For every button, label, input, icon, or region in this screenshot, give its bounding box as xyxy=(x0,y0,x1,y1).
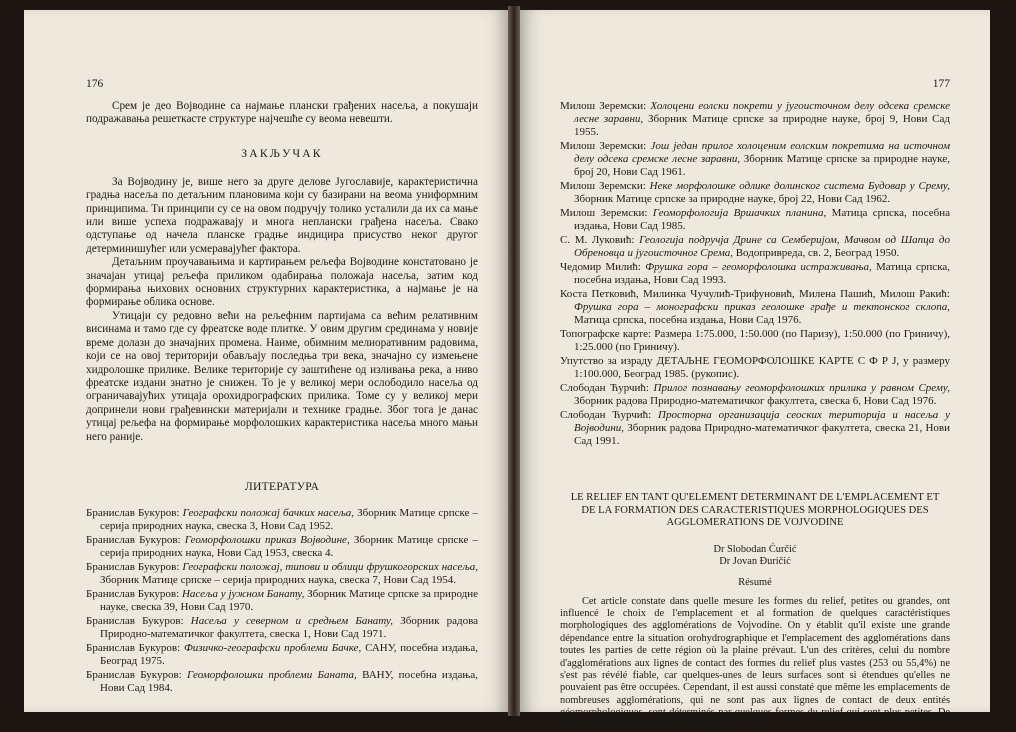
author-name: Dr Slobodan Ćurčić xyxy=(713,543,797,555)
reference-title: Геоморфолошки проблеми Баната, xyxy=(187,668,357,681)
reference-author: Бранислав Букуров: xyxy=(86,668,182,681)
reference-item xyxy=(560,355,950,381)
reference-author: С. М. Луковић: xyxy=(560,234,635,246)
reference-author: Бранислав Букуров: xyxy=(86,560,180,573)
page-number: 176 xyxy=(86,78,104,90)
reference-title: Прилог познавању геоморфолошких прилика у равном Срему, xyxy=(653,382,951,394)
author-name: Dr Jovan Đuričić xyxy=(719,556,791,568)
reference-author: Бранислав Букуров: xyxy=(86,641,181,654)
reference-author: Слободан Ћурчић: xyxy=(560,382,649,394)
reference-item xyxy=(86,588,478,614)
reference-title: Физичко-географски проблеми Бачке, xyxy=(183,641,362,654)
reference-item xyxy=(560,288,950,327)
reference-author: Милош Зеремски: xyxy=(560,100,647,112)
reference-details: Зборник Матице српске за природне науке, свеска 39, Нови Сад 1970. xyxy=(100,587,478,613)
reference-details: Зборник Матице српске – серија природних наука, свеска 3, Нови Сад 1952. xyxy=(100,506,479,532)
reference-item xyxy=(86,642,478,668)
reference-details: Зборник радова Природно-математичког факултета, свеска 1, Нови Сад 1971. xyxy=(100,614,479,640)
reference-details: Матица српска, посебна издања, Нови Сад 1985. xyxy=(574,207,951,232)
reference-item xyxy=(560,140,950,179)
resume-paragraph: Cet article constate dans quelle mesure les formes du relief, petites ou grandes, ont influencé le choix de l'emplacement et al formation de quelques caractéristiques morphologiques des agglomérations de Vojvodine. On y établit qu'il existe une grande dépendance entre la situation orohydrographique et l'emplacement des agglomérations dans toutes les parties de cette région où la plaine prévaut. L'un des critères, celui du nombre d'agglomérations aux lignes de contact des formes du relief plus vastes (253 ou 55,4%) ne s'est pas révélé fiable, car quelques-unes de leurs surfaces sont si étendues qu'elles ne pouvaient pas être occupées. Cependant, il est aussi constaté que même les emplacements de nombreuses agglomérations, qui ne sont pas aux lignes de contact de deux entités géomorphologiques, sont déterminés par quelques formes du relief qui sont plus petites. De telles conditions sont caractéristiques pour d'an- xyxy=(560,595,950,731)
reference-author: Милош Зеремски: xyxy=(560,207,648,219)
reference-item xyxy=(560,180,950,206)
reference-item xyxy=(560,207,950,233)
reference-item xyxy=(560,261,950,287)
reference-title: Фрушка гора – монографски приказ геолошке грађе и тектонског склопа, xyxy=(574,301,950,313)
reference-author: Бранислав Букуров: xyxy=(86,533,181,546)
reference-details: Зборник Матице српске за природне науке, број 20, Нови Сад 1961. xyxy=(574,153,951,178)
reference-item xyxy=(560,234,950,260)
reference-item xyxy=(86,507,478,533)
reference-details: Зборник радова Природно-математичког факултета, свеска 6, Нови Сад 1976. xyxy=(574,395,937,407)
reference-author: Слободан Ћурчић: xyxy=(560,409,652,421)
reference-item xyxy=(86,561,478,587)
reference-details: Зборник Матице српске за природне науке, број 22, Нови Сад 1962. xyxy=(574,193,891,205)
literature-heading: ЛИТЕРАТУРА xyxy=(244,479,320,493)
reference-title: Фрушка гора – геоморфолошка истраживања, xyxy=(645,261,872,273)
reference-title: Неке морфолошке одлике долинског система Будовар у Срему, xyxy=(649,180,950,192)
left-page xyxy=(24,10,508,712)
reference-author: Упутство за израду xyxy=(560,355,653,367)
reference-title: Географски положај бачких насеља, xyxy=(182,506,355,519)
reference-details: Зборник радова Природно-математичког факултета, свеска 21, Нови Сад 1991. xyxy=(574,422,951,447)
reference-details: Матица српска, посебна издања, Нови Сад 1993. xyxy=(574,261,950,286)
reference-item xyxy=(86,534,478,560)
reference-item xyxy=(86,615,478,641)
reference-title: Насеља у јужном Банату, xyxy=(181,587,305,600)
body-paragraph: За Војводину је, више него за друге делове Југославије, карактеристична градња насеља по детаљним плановима који су базирани на веома униформним принципима. Ти принципи су се на овом подручју толико усталили да их са мање или више успеха подражавају и многа неплански грађена насеља. Свако одступање од начела планске градње индицира присуство неког другог детерминишућег или усмеравајућег фактора. xyxy=(86,175,478,255)
reference-details: Размера 1:75.000, 1:50.000 (по Паризу), 1:50.000 (по Гриничу), 1:25.000 (по Гриничу). xyxy=(574,328,951,353)
body-paragraph: Утицаји су редовно већи на рељефним партијама са већим релативним висинама и тамо где су фреатске воде плитке. У овим другим срединама у новије време долази до значајних промена. Наиме, обимним мелиоративним радовима, који се на овој територији обављају последња три века, значајно су измењене хидролошке прилике. Велике територије су заштићене од изливања река, а ниво фреатске издани знатно је снижен. То је у великој мери ослободило насеља од ограничавајућих утицаја орохидрографских прилика. Томе су у великој мери допринели нови грађевински материјали и технике градње. Због тога је данас утицај рељефа на формирање морфолошких карактеристика насеља много мањи него раније. xyxy=(86,309,478,443)
resume-heading: Résumé xyxy=(738,576,772,588)
page-number: 177 xyxy=(932,78,950,90)
reference-details: Матица српска, посебна издања, Нови Сад 1976. xyxy=(574,314,802,326)
reference-list xyxy=(86,507,478,695)
reference-author: Бранислав Букуров: xyxy=(86,587,180,600)
reference-title: Географски положај, типови и облици фрушкогорских насеља, xyxy=(182,560,479,573)
reference-details: Зборник Матице српске – серија природних наука, Нови Сад 1953, свеска 4. xyxy=(100,533,479,559)
reference-author: Коста Петковић, Милинка Чучулић-Трифуновић, Милена Пашић, Милош Ракић: xyxy=(560,288,950,300)
intro-paragraph: Срем је део Војводине са најмање плански грађених насеља, а покушаји подражавања решеткасте структуре најчешће су веома невешти. xyxy=(86,100,478,126)
reference-item xyxy=(560,382,950,408)
reference-item xyxy=(560,409,950,448)
reference-author: Бранислав Букуров: xyxy=(86,614,184,627)
body-paragraph: Детаљним проучавањима и картирањем рељефа Војводине констатовано је значајан утицај рељефа приликом одабирања положаја насеља, затим код формирања њихових основних структурних карактеристика, а најмање је на формирање облика основе. xyxy=(86,256,478,309)
reference-item xyxy=(560,100,950,139)
reference-title: Још један прилог холоценим еолским покретима на источном делу одсека сремске лесне заравни, xyxy=(574,140,951,165)
french-title: LE RELIEF EN TANT QU'ELEMENT DETERMINANT DE L'EMPLACEMENT ET DE LA FORMATION DES CARACTERISTIQUES MORPHOLOGIQUES DES AGGLOMERATIONS DE VOJVODINE xyxy=(570,492,940,529)
reference-author: Милош Зеремски: xyxy=(560,180,646,192)
reference-item xyxy=(86,669,478,695)
reference-title: Просторна организација сеоских територија и насеља у Војводини, xyxy=(574,409,951,434)
reference-details: ВАНУ, посебна издања, Нови Сад 1984. xyxy=(100,668,479,694)
reference-title: Геоморфологија Вршачких планина, xyxy=(652,207,827,219)
reference-author: Чедомир Милић: xyxy=(560,261,641,273)
reference-title: Геоморфолошки приказ Војводине, xyxy=(184,533,350,546)
reference-details: Зборник Матице српске за природне науке, број 9, Нови Сад 1955. xyxy=(574,113,950,138)
reference-details: Зборник Матице српске – серија природних наука, свеска 7, Нови Сад 1954. xyxy=(100,573,456,586)
reference-title: Геологија подручја Дрине са Семберијом, Мачвом од Шапца до Обреновца и југоисточног Срема, xyxy=(574,234,950,259)
reference-details: Водопривреда, св. 2, Београд 1950. xyxy=(735,247,900,259)
reference-author: Милош Зеремски: xyxy=(560,140,647,152)
book-gutter xyxy=(508,6,520,716)
reference-item xyxy=(560,328,950,354)
reference-title: Насеља у северном и средњем Банату, xyxy=(190,614,394,627)
reference-details: ДЕТАЉНЕ ГЕОМОРФОЛОШКЕ КАРТЕ С Ф Р Ј, у размеру 1:100.000, Београд 1985. (рукопис). xyxy=(574,355,950,380)
reference-title: Холоцени еолски покрети у југоисточном делу одсека сремске лесне заравни, xyxy=(574,100,950,125)
right-page xyxy=(520,10,990,731)
reference-author: Бранислав Букуров: xyxy=(86,506,180,519)
conclusion-heading: ЗАКЉУЧАК xyxy=(241,146,323,160)
reference-list xyxy=(560,100,950,448)
reference-details: САНУ, посебна издања, Београд 1975. xyxy=(100,641,479,667)
reference-author: Топографске карте: xyxy=(560,328,652,340)
